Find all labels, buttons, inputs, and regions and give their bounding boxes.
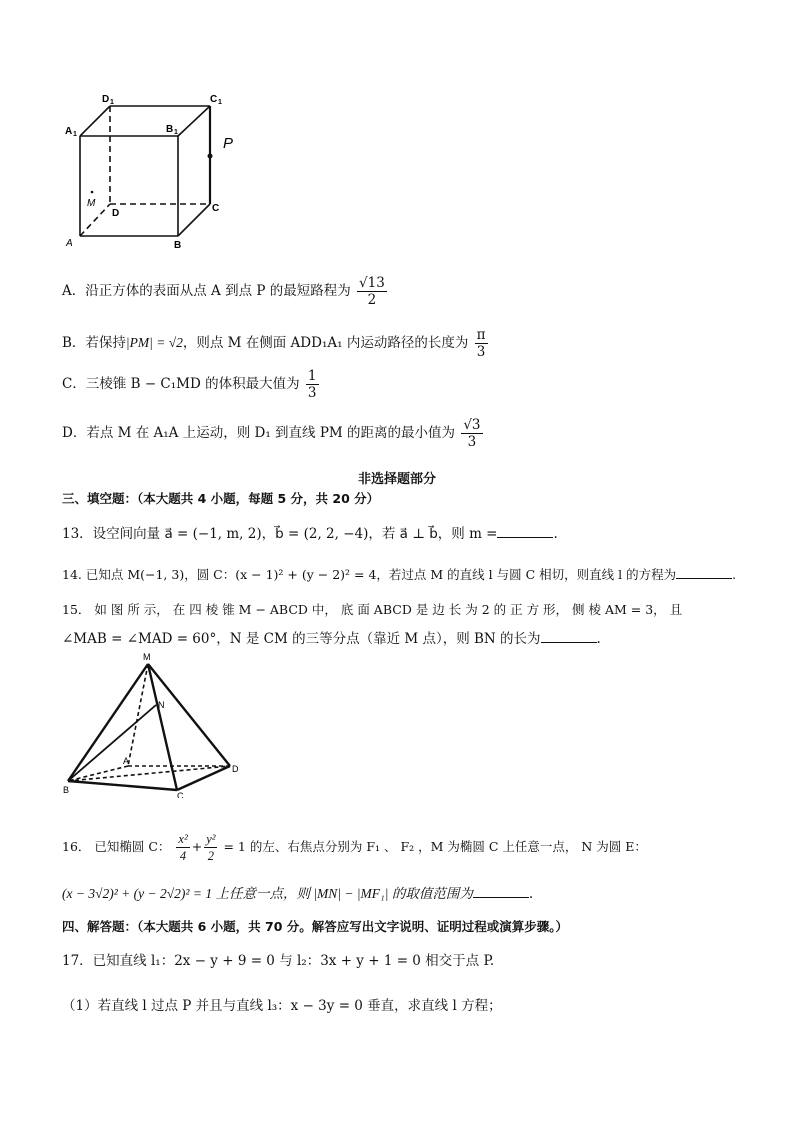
label-c: C: [177, 791, 184, 798]
question-17: 17．已知直线 l₁：2x − y + 9 = 0 与 l₂：3x + y + 1 = 0 相交于点 P.: [62, 953, 495, 969]
svg-text:1: 1: [218, 99, 222, 106]
point-p: [208, 154, 213, 159]
pyramid-figure: [60, 648, 260, 798]
label-b1: B: [166, 124, 174, 135]
question-17-part-1: （1）若直线 l 过点 P 并且与直线 l₃：x − 3y = 0 垂直，求直线 l 方程；: [62, 998, 502, 1014]
answer-blank-15[interactable]: [541, 628, 597, 643]
label-a: A: [123, 756, 130, 766]
label-b: B: [63, 785, 70, 795]
option-a: A．沿正方体的表面从点 A 到点 P 的最短路程为 $\frac{√13}{2}$: [62, 275, 385, 308]
answer-blank-13[interactable]: [497, 523, 553, 538]
label-m: M: [87, 198, 96, 209]
question-14: 14. 已知点 M(−1, 3)，圆 C：(x − 1)² + (y − 2)² = 4，若过点 M 的直线 l 与圆 C 相切，则直线 l 的方程为 .: [62, 564, 736, 585]
section-3-heading: 三、填空题：（本大题共 4 小题，每题 5 分，共 20 分）: [62, 491, 380, 506]
label-d1: D: [102, 94, 110, 105]
cube-figure: [60, 88, 250, 253]
label-a: A: [66, 238, 73, 249]
option-b: B．若保持|PM| = √2，则点 M 在侧面 ADD₁A₁ 内运动路径的长度为 $\frac{\pi}{3}$: [62, 327, 486, 360]
question-15-line2: ∠MAB = ∠MAD = 60°，N 是 CM 的三等分点（靠近 M 点），则 BN 的长为 .: [62, 628, 601, 649]
label-d: D: [112, 208, 120, 219]
option-c: C．三棱锥 B − C₁MD 的体积最大值为 $\frac{1}{3}$: [62, 368, 317, 401]
option-d: D．若点 M 在 A₁A 上运动，则 D₁ 到直线 PM 的距离的最小值为 $\frac{√3}{3}$: [62, 417, 481, 450]
section-title: 非选择题部分: [357, 472, 436, 487]
label-c: C: [212, 203, 220, 214]
label-c1: C: [210, 94, 218, 105]
answer-blank-16[interactable]: [473, 883, 529, 898]
question-16-line1: 16． 已知椭圆 C： $\frac{\text{x²}}{4}$ + $\frac{\text{y²}}{2}$ = 1 的左、右焦点分别为 F₁ 、 F₂ ，M 为椭圆 C 上任意一点， N 为圆 E：: [62, 832, 647, 863]
section-4-heading: 四、解答题：（本大题共 6 小题，共 70 分。解答应写出文字说明、证明过程或演算步骤。）: [62, 919, 569, 934]
label-m: M: [143, 652, 151, 662]
label-d: D: [232, 764, 239, 774]
svg-text:1: 1: [73, 131, 77, 138]
answer-blank-14[interactable]: [676, 564, 732, 579]
label-b: B: [174, 240, 182, 251]
question-15-line1: 15． 如 图 所 示， 在 四 棱 锥 M − ABCD 中， 底 面 ABCD 是 边 长 为 2 的 正 方 形， 侧 棱 AM = 3， 且: [62, 602, 683, 617]
question-16-line2: (x − 3√2)² + (y − 2√2)² = 1 上任意一点，则 |MN| − |MF₁| 的取值范围为 .: [62, 883, 533, 904]
question-13: 13．设空间向量 a⃗ = (−1, m, 2)，b⃗ = (2, 2, −4)，若 a⃗ ⊥ b⃗，则 m = .: [62, 523, 558, 544]
svg-text:1: 1: [174, 129, 178, 136]
label-n: N: [158, 700, 165, 710]
label-p: P: [223, 135, 234, 152]
label-a1: A: [65, 126, 73, 137]
svg-text:1: 1: [110, 99, 114, 106]
